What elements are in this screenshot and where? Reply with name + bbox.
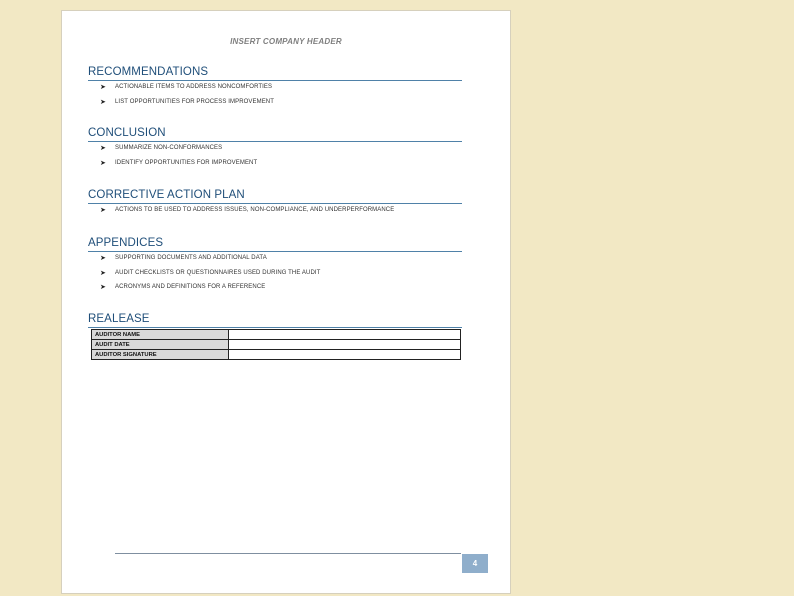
company-header: INSERT COMPANY HEADER [230, 37, 342, 46]
page-number: 4 [462, 554, 488, 573]
list-item-text: SUPPORTING DOCUMENTS AND ADDITIONAL DATA [115, 255, 267, 261]
list-item-text: SUMMARIZE NON-CONFORMANCES [115, 145, 223, 151]
list-item-text: IDENTIFY OPPORTUNITIES FOR IMPROVEMENT [115, 159, 258, 166]
section-release [88, 313, 462, 328]
auditor-name-field[interactable] [229, 330, 461, 340]
list-item-text: ACRONYMS AND DEFINITIONS FOR A REFERENCE [115, 284, 266, 290]
arrow-bullet-icon: ➤ [100, 255, 106, 262]
list-item [88, 142, 462, 157]
release-table [91, 329, 461, 360]
section-appendices [88, 237, 462, 296]
arrow-bullet-icon: ➤ [100, 284, 106, 291]
document-page [61, 10, 511, 594]
list-item [88, 157, 462, 172]
list-item-text: LIST OPPORTUNITIES FOR PROCESS IMPROVEMENT [115, 98, 275, 105]
arrow-bullet-icon: ➤ [100, 159, 106, 167]
table-row [92, 340, 461, 350]
footer-rule [115, 553, 461, 554]
bullet-list [88, 204, 462, 219]
section-heading: CONCLUSION [88, 127, 462, 142]
section-heading: APPENDICES [88, 237, 462, 252]
section-heading: REALEASE [88, 313, 462, 328]
audit-date-field[interactable] [229, 340, 461, 350]
list-item [88, 204, 462, 219]
list-item-text: ACTIONS TO BE USED TO ADDRESS ISSUES, NON-COMPLIANCE, AND UNDERPERFORMANCE [115, 207, 395, 213]
list-item-text: ACTIONABLE ITEMS TO ADDRESS NONCOMFORTIES [115, 84, 273, 90]
list-item [88, 252, 462, 267]
list-item [88, 267, 462, 282]
section-heading: RECOMMENDATIONS [88, 66, 462, 81]
bullet-list [88, 142, 462, 171]
list-item-text: AUDIT CHECKLISTS OR QUESTIONNAIRES USED DURING THE AUDIT [115, 269, 321, 276]
bullet-list [88, 252, 462, 296]
section-heading: CORRECTIVE ACTION PLAN [88, 189, 462, 204]
list-item [88, 96, 462, 111]
section-recommendations [88, 66, 462, 110]
audit-date-label: AUDIT DATE [92, 340, 229, 350]
arrow-bullet-icon: ➤ [100, 269, 106, 277]
list-item [88, 281, 462, 296]
bullet-list [88, 81, 462, 110]
arrow-bullet-icon: ➤ [100, 207, 106, 214]
list-item [88, 81, 462, 96]
auditor-signature-field[interactable] [229, 350, 461, 360]
section-conclusion [88, 127, 462, 171]
table-row [92, 350, 461, 360]
auditor-name-label: AUDITOR NAME [92, 330, 229, 340]
section-corrective-action-plan [88, 189, 462, 219]
arrow-bullet-icon: ➤ [100, 145, 106, 152]
table-row [92, 330, 461, 340]
arrow-bullet-icon: ➤ [100, 98, 106, 106]
arrow-bullet-icon: ➤ [100, 84, 106, 91]
auditor-signature-label: AUDITOR SIGNATURE [92, 350, 229, 360]
